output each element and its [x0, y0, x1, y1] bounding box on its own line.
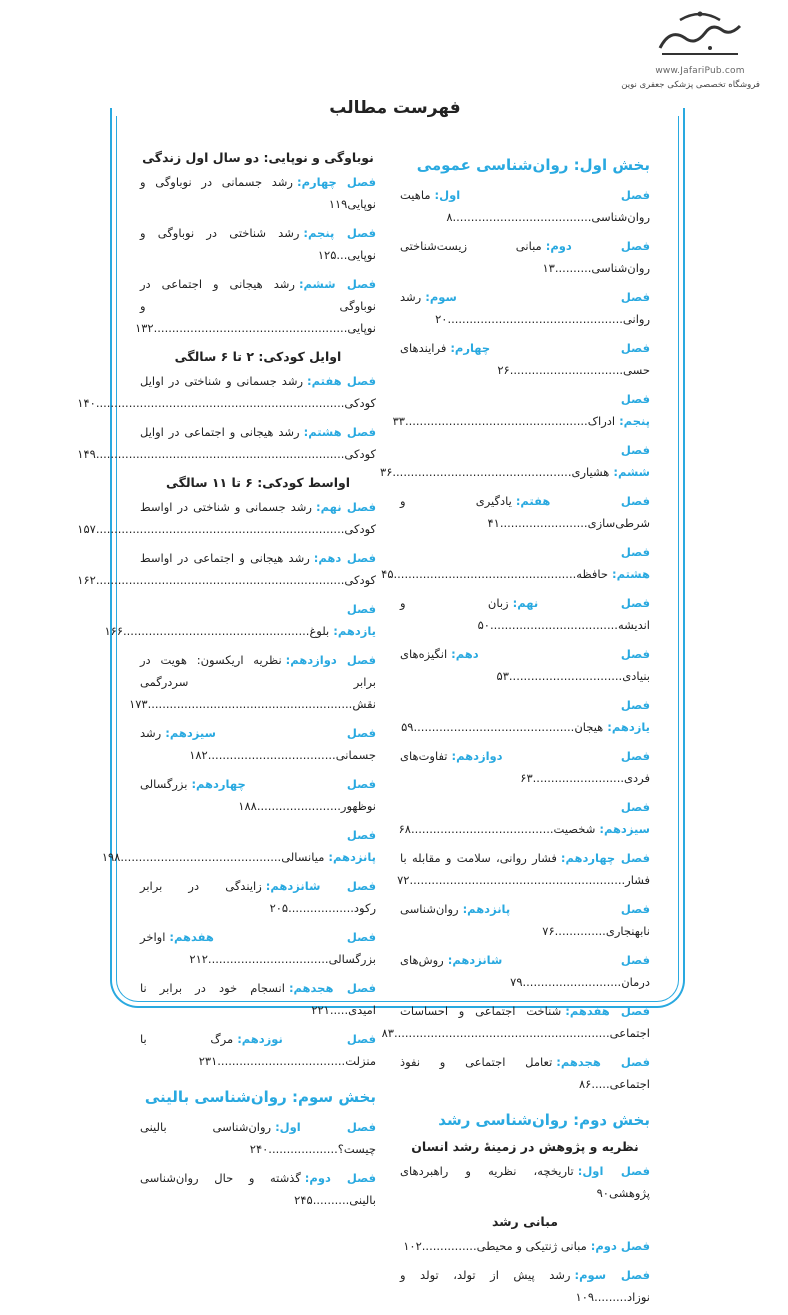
page-number: ۱۸۸: [238, 799, 257, 813]
toc-entry[interactable]: [381, 1000, 650, 1044]
chapter-title: رشد هیجانی و اجتماعی در اوایل کودکی: [140, 425, 376, 461]
chapter-title: اواخر بزرگسالی: [140, 930, 376, 966]
page-number: ۱۳: [542, 261, 555, 275]
section-title: بخش سوم: روان‌شناسی بالینی: [144, 1088, 376, 1106]
toc-entry[interactable]: [140, 773, 376, 817]
chapter-label: فصل نهم:: [316, 500, 376, 514]
toc-list: [135, 171, 377, 339]
page-number: ۱۰۹: [575, 1290, 595, 1304]
leader-dots: ...................................: [207, 748, 336, 762]
page-number: ۲۰۵: [269, 901, 289, 915]
leader-dots: ...........................................................: [409, 873, 626, 887]
chapter-label: فصل دوازدهم:: [451, 749, 650, 763]
chapter-label: فصل هفتم:: [307, 374, 376, 388]
toc-list: [400, 1235, 650, 1308]
page-number: ۱۸۲: [189, 748, 208, 762]
toc-entry[interactable]: [397, 847, 650, 891]
leader-dots: ...................................: [217, 1054, 346, 1068]
toc-entry[interactable]: [77, 547, 376, 591]
chapter-label: فصل یازدهم:: [607, 698, 650, 734]
page-number: ۱۷۳: [129, 697, 148, 711]
chapter-title: روش‌های درمان: [400, 953, 650, 989]
chapter-label: فصل دوازدهم:: [285, 653, 377, 667]
leader-dots: .....: [591, 1077, 610, 1091]
leader-dots: ..............: [554, 924, 606, 938]
leader-dots: ...................................: [489, 618, 618, 632]
toc-left-column: [77, 150, 377, 1218]
chapter-title: انسجام خود در برابر نا امیدی: [140, 981, 376, 1017]
chapter-title: رشد جسمانی: [140, 726, 376, 762]
leader-dots: ...............................: [509, 363, 624, 377]
chapter-label: فصل هشتم:: [612, 545, 650, 581]
page-number: ۱۲۵: [317, 248, 337, 262]
chapter-title: رشد جسمانی در نوباوگی و نوپایی: [140, 175, 376, 211]
leader-dots: ....................................................................: [95, 573, 345, 587]
chapter-label: فصل سوم:: [425, 290, 650, 304]
toc-entry[interactable]: [400, 1051, 650, 1095]
leader-dots: ...............................: [508, 669, 623, 683]
chapter-title: ماهیت روان‌شناسی: [400, 188, 650, 224]
toc-entry[interactable]: [400, 286, 650, 330]
chapter-title: رشد هیجانی و اجتماعی در اواسط کودکی: [140, 551, 376, 587]
page-number: ۲۰: [435, 312, 448, 326]
page-number: ۱۶۶: [104, 624, 123, 638]
chapter-label: فصل اول:: [434, 188, 650, 202]
page-number: ۸۳: [381, 1026, 394, 1040]
chapter-label: فصل هفدهم:: [565, 1004, 650, 1018]
leader-dots: ..........: [312, 1193, 350, 1207]
chapter-title: رشد شناختی در نوباوگی و نوپایی: [140, 226, 376, 262]
subheading: نظریه و پژوهش در زمینهٔ رشد انسان: [411, 1139, 639, 1154]
chapter-label: فصل نهم:: [512, 596, 650, 610]
chapter-label: فصل چهارم:: [450, 341, 650, 355]
toc-entry[interactable]: [400, 592, 650, 636]
page-number: ۹۰: [596, 1186, 609, 1200]
chapter-title: مبانی ژنتیکی و محیطی: [476, 1239, 587, 1253]
chapter-label: فصل دوم:: [304, 1171, 376, 1185]
chapter-label: فصل پنجم:: [619, 392, 650, 428]
page-number: ۲۴۰: [249, 1142, 269, 1156]
toc-entry[interactable]: [140, 1028, 376, 1072]
chapter-label: فصل پانزدهم:: [328, 828, 376, 864]
toc-entry[interactable]: [140, 1116, 376, 1160]
chapter-label: فصل هشتم:: [303, 425, 376, 439]
leader-dots: ..................................................: [393, 567, 577, 581]
page-number: ۱۶۲: [77, 573, 96, 587]
chapter-label: فصل سوم:: [574, 1268, 650, 1282]
toc-entry[interactable]: [400, 235, 650, 279]
leader-dots: .........................: [532, 771, 625, 785]
leader-dots: ....................................................................: [95, 447, 345, 461]
chapter-label: فصل اول:: [577, 1164, 650, 1178]
chapter-title: گذشته و حال روان‌شناسی بالینی: [140, 1171, 376, 1207]
chapter-label: فصل شانزدهم:: [447, 953, 650, 967]
chapter-label: فصل یازدهم:: [333, 602, 376, 638]
chapter-title: انگیزه‌های بنیادی: [400, 647, 650, 683]
page-number: ۷۲: [397, 873, 410, 887]
toc-entry[interactable]: [140, 171, 376, 215]
page-number: ۵۳: [496, 669, 509, 683]
publisher-logo: [621, 8, 760, 98]
chapter-label: فصل دهم:: [451, 647, 650, 661]
toc-entry[interactable]: [400, 694, 650, 738]
toc-entry[interactable]: [140, 926, 376, 970]
leader-dots: ...: [336, 248, 348, 262]
chapter-title: زایندگی در برابر رکود: [140, 879, 376, 915]
subheading: اواسط کودکی: ۶ تا ۱۱ سالگی: [165, 475, 351, 490]
toc-entry[interactable]: [392, 388, 650, 432]
toc-entry[interactable]: [101, 824, 376, 868]
page-number: ۲۶: [497, 363, 510, 377]
toc-entry[interactable]: [400, 898, 650, 942]
page-number: ۱۳۲: [135, 321, 154, 335]
leader-dots: ........................................................: [147, 697, 353, 711]
page-number: ۶۳: [520, 771, 533, 785]
toc-entry[interactable]: [400, 337, 650, 381]
toc-entry[interactable]: [400, 1160, 650, 1204]
page-number: ۱۹۸: [101, 850, 121, 864]
chapter-title: روان‌شناسی نابهنجاری: [400, 902, 650, 938]
leader-dots: ...................................................: [123, 624, 310, 638]
toc-list: [140, 1116, 376, 1211]
leader-dots: .................................................: [392, 465, 572, 479]
leader-dots: ...........................: [522, 975, 622, 989]
toc-entry[interactable]: [400, 796, 650, 840]
toc-entry[interactable]: [140, 1167, 376, 1211]
leader-dots: ...........................................................: [393, 1026, 610, 1040]
chapter-title: رشد پیش از تولد، تولد و نوزاد: [400, 1268, 650, 1304]
toc-entry[interactable]: [77, 496, 376, 540]
chapter-label: فصل پانزدهم:: [462, 902, 650, 916]
chapter-label: فصل ششم:: [298, 277, 377, 291]
page-number: ۲۱۲: [189, 952, 208, 966]
toc-entry[interactable]: [400, 949, 650, 993]
chapter-title: تعامل اجتماعی و نفوذ اجتماعی: [400, 1055, 650, 1091]
leader-dots: ..................................................: [404, 414, 588, 428]
toc-entry[interactable]: [380, 439, 650, 483]
chapter-title: هشیاری: [571, 465, 610, 479]
page-number: ۳۳: [392, 414, 405, 428]
leader-dots: .....................................................: [153, 321, 348, 335]
chapter-label: فصل چهاردهم:: [191, 777, 376, 791]
leader-dots: .........: [594, 1290, 627, 1304]
toc-entry[interactable]: [400, 490, 650, 534]
page-number: ۳۶: [380, 465, 393, 479]
chapter-title: میانسالی: [281, 850, 325, 864]
page-number: ۲۴۵: [294, 1193, 313, 1207]
chapter-title: روان‌شناسی بالینی چیست؟: [140, 1120, 376, 1156]
page-number: ۲۳۱: [198, 1054, 218, 1068]
chapter-title: تفاوت‌های فردی: [400, 749, 650, 785]
leader-dots: ......................................: [452, 210, 592, 224]
chapter-title: حافظه: [576, 567, 608, 581]
leader-dots: ................................................: [447, 312, 623, 326]
leader-dots: ............................................: [120, 850, 282, 864]
leader-dots: ........................: [499, 516, 588, 530]
page-number: ۵۰: [477, 618, 490, 632]
leader-dots: ....................................................................: [95, 396, 345, 410]
toc-entry[interactable]: [400, 745, 650, 789]
chapter-title: رشد جسمانی و شناختی در اوایل کودکی: [140, 374, 376, 410]
chapter-label: فصل هفتم:: [515, 494, 650, 508]
page-number: ۱۴۰: [77, 396, 96, 410]
section-title: بخش دوم: روان‌شناسی رشد: [438, 1111, 650, 1129]
toc-entry[interactable]: [140, 222, 376, 266]
chapter-label: فصل نوزدهم:: [237, 1032, 376, 1046]
chapter-title: هیجان: [574, 720, 604, 734]
subheading: اوایل کودکی: ۲ تا ۶ سالگی: [174, 349, 342, 364]
leader-dots: .......................: [256, 799, 341, 813]
chapter-label: فصل ششم:: [613, 443, 650, 479]
chapter-title: بلوغ: [309, 624, 330, 638]
toc-list: [77, 370, 376, 465]
chapter-label: فصل هفدهم:: [169, 930, 376, 944]
chapter-title: شناخت اجتماعی و احساسات اجتماعی: [400, 1004, 650, 1040]
chapter-title: زبان و اندیشه: [400, 596, 650, 632]
chapter-title: رشد هیجانی و اجتماعی در نوباوگی و نوپایی: [140, 277, 376, 335]
page-number: ۱۰۲: [403, 1239, 422, 1253]
toc-entry[interactable]: [135, 273, 377, 339]
chapter-title: نظریه اریکسون: هویت در برابر سردرگمی نقش: [140, 653, 376, 711]
toc-entry[interactable]: [381, 541, 650, 585]
leader-dots: .....: [329, 1003, 349, 1017]
toc-entry[interactable]: [140, 722, 376, 766]
page-number: ۸: [446, 210, 453, 224]
toc-list: [77, 496, 377, 1072]
chapter-label: فصل چهاردهم:: [560, 851, 650, 865]
chapter-label: فصل سیزدهم:: [165, 726, 376, 740]
toc-entry[interactable]: [400, 643, 650, 687]
chapter-label: فصل دهم:: [313, 551, 376, 565]
chapter-title: شخصیت: [553, 822, 596, 836]
toc-entry[interactable]: [140, 977, 376, 1021]
chapter-label: فصل اول:: [275, 1120, 376, 1134]
chapter-title: رشد روانی: [400, 290, 650, 326]
logo-tagline: فروشگاه تخصصی پزشکی جعفری نوین: [621, 80, 760, 90]
page-number: ۱۱۹: [328, 197, 348, 211]
toc-entry[interactable]: [400, 1264, 650, 1308]
chapter-label: فصل هجدهم:: [556, 1055, 650, 1069]
chapter-title: یادگیری و شرطی‌سازی: [400, 494, 650, 530]
leader-dots: .......................................: [410, 822, 554, 836]
page-number: ۱۴۹: [77, 447, 96, 461]
subheading: نوباوگی و نوپایی: دو سال اول زندگی: [142, 150, 374, 165]
jafari-logo-icon: [650, 8, 750, 64]
subheading: مبانی رشد: [492, 1214, 558, 1229]
page-number: ۷۹: [510, 975, 523, 989]
chapter-label: فصل پنجم:: [303, 226, 376, 240]
chapter-label: فصل دوم:: [590, 1239, 650, 1253]
toc-list: [400, 1160, 650, 1204]
toc-entry[interactable]: [77, 370, 376, 414]
chapter-title: ادراک: [587, 414, 616, 428]
page-title: فهرست مطالب: [300, 98, 490, 118]
chapter-label: فصل دوم:: [545, 239, 650, 253]
toc-list: [380, 184, 650, 1095]
leader-dots: ....................................................................: [95, 522, 345, 536]
chapter-title: فرایندهای حسی: [400, 341, 650, 377]
chapter-label: فصل سیزدهم:: [599, 800, 650, 836]
leader-dots: ..................: [288, 901, 354, 915]
chapter-label: فصل شانزدهم:: [265, 879, 376, 893]
leader-dots: ...................: [268, 1142, 338, 1156]
page-number: ۶۸: [398, 822, 411, 836]
page-number: ۲۲۱: [311, 1003, 330, 1017]
toc-entry[interactable]: [77, 421, 376, 465]
toc-right-column: [380, 150, 650, 1315]
leader-dots: .................................: [207, 952, 329, 966]
page-number: ۴۵: [381, 567, 394, 581]
section-title: بخش اول: روان‌شناسی عمومی: [416, 156, 650, 174]
page-number: ۱۵۷: [77, 522, 96, 536]
chapter-title: مرگ با منزلت: [140, 1032, 376, 1068]
logo-url: www.JafariPub.com: [655, 66, 745, 76]
page-number: ۴۱: [487, 516, 500, 530]
chapter-title: تاریخچه، نظریه و راهبردهای پژوهشی: [400, 1164, 650, 1200]
leader-dots: ...............: [421, 1239, 477, 1253]
toc-entry[interactable]: [129, 649, 377, 715]
chapter-title: مبانی زیست‌شناختی روان‌شناسی: [400, 239, 650, 275]
page-number: ۵۹: [401, 720, 414, 734]
chapter-title: فشار روانی، سلامت و مقابله با فشار: [400, 851, 650, 887]
toc-entry[interactable]: [400, 184, 650, 228]
chapter-label: فصل هجدهم:: [288, 981, 377, 995]
chapter-title: بزرگسالی نوظهور: [140, 777, 376, 813]
chapter-title: رشد جسمانی و شناختی در اواسط کودکی: [140, 500, 376, 536]
leader-dots: ..........: [554, 261, 592, 275]
chapter-label: فصل چهارم:: [296, 175, 376, 189]
page-number: ۷۶: [542, 924, 555, 938]
toc-entry[interactable]: [140, 875, 376, 919]
toc-entry[interactable]: [400, 1235, 650, 1257]
toc-entry[interactable]: [104, 598, 376, 642]
leader-dots: ............................................: [413, 720, 575, 734]
page-number: ۸۶: [578, 1077, 592, 1091]
